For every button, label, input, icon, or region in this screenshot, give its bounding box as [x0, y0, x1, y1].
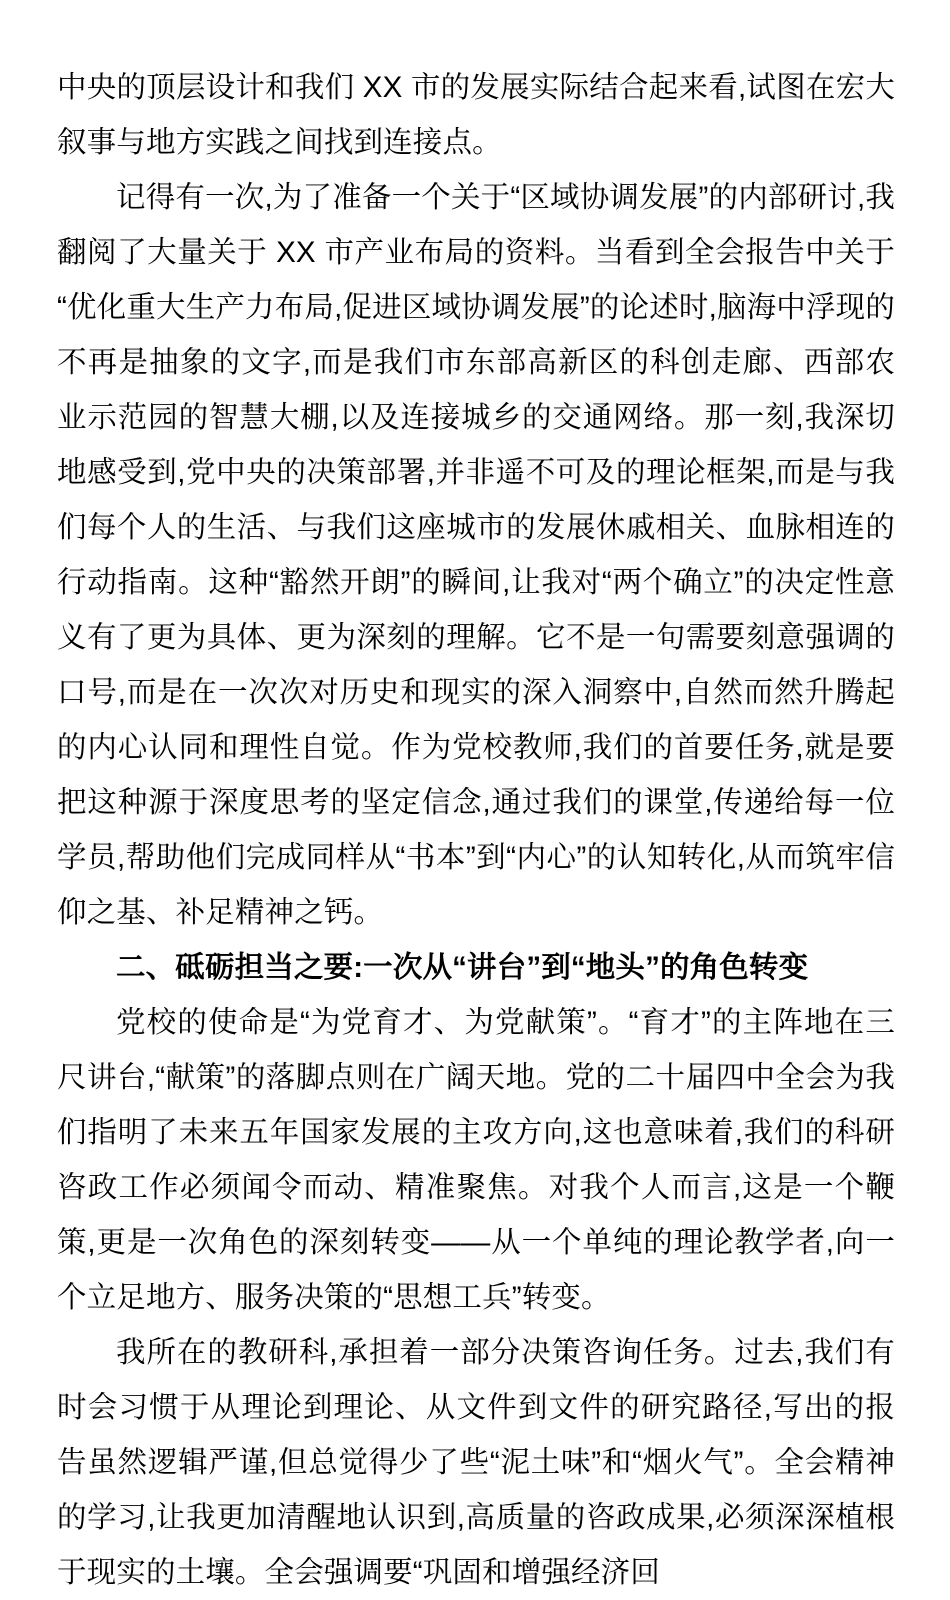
section-heading-two: 二、砥砺担当之要:一次从“讲台”到“地头”的角色转变	[116, 951, 809, 984]
paragraph-party-school-mission: 党校的使命是“为党育才、为党献策”。“育才”的主阵地在三尺讲台,“献策”的落脚点则在广阔天地。党的二十届四中全会为我们指明了未来五年国家发展的主攻方向,这也意味着,我们的科研咨政工作必须闻令而动、精准聚焦。对我个人而言,这是一个鞭策,更是一次角色的深刻转变——从一个单纯的理论教学者,向一个立足地方、服务决策的“思想工兵”转变。	[57, 1006, 895, 1314]
paragraph-recollection: 记得有一次,为了准备一个关于“区域协调发展”的内部研讨,我翻阅了大量关于 XX 市产业布局的资料。当看到全会报告中关于“优化重大生产力布局,促进区域协调发展”的论述时,脑海中浮现的不再是抽象的文字,而是我们市东部高新区的科创走廊、西部农业示范园的智慧大棚,以及连接城乡的交通网络。那一刻,我深切地感受到,党中央的决策部署,并非遥不可及的理论框架,而是与我们每个人的生活、与我们这座城市的发展休戚相关、血脉相连的行动指南。这种“豁然开朗”的瞬间,让我对“两个确立”的决定性意义有了更为具体、更为深刻的理解。它不是一句需要刻意强调的口号,而是在一次次对历史和现实的深入洞察中,自然而然升腾起的内心认同和理性自觉。作为党校教师,我们的首要任务,就是要把这种源于深度思考的坚定信念,通过我们的课堂,传递给每一位学员,帮助他们完成同样从“书本”到“内心”的认知转化,从而筑牢信仰之基、补足精神之钙。	[57, 181, 895, 929]
document-body	[57, 60, 895, 1600]
paragraph-continuation: 中央的顶层设计和我们 XX 市的发展实际结合起来看,试图在宏大叙事与地方实践之间找到连接点。	[57, 71, 895, 159]
paragraph-research-section: 我所在的教研科,承担着一部分决策咨询任务。过去,我们有时会习惯于从理论到理论、从文件到文件的研究路径,写出的报告虽然逻辑严谨,但总觉得少了些“泥土味”和“烟火气”。全会精神的学习,让我更加清醒地认识到,高质量的咨政成果,必须深深植根于现实的土壤。全会强调要“巩固和增强经济回	[57, 1336, 895, 1589]
